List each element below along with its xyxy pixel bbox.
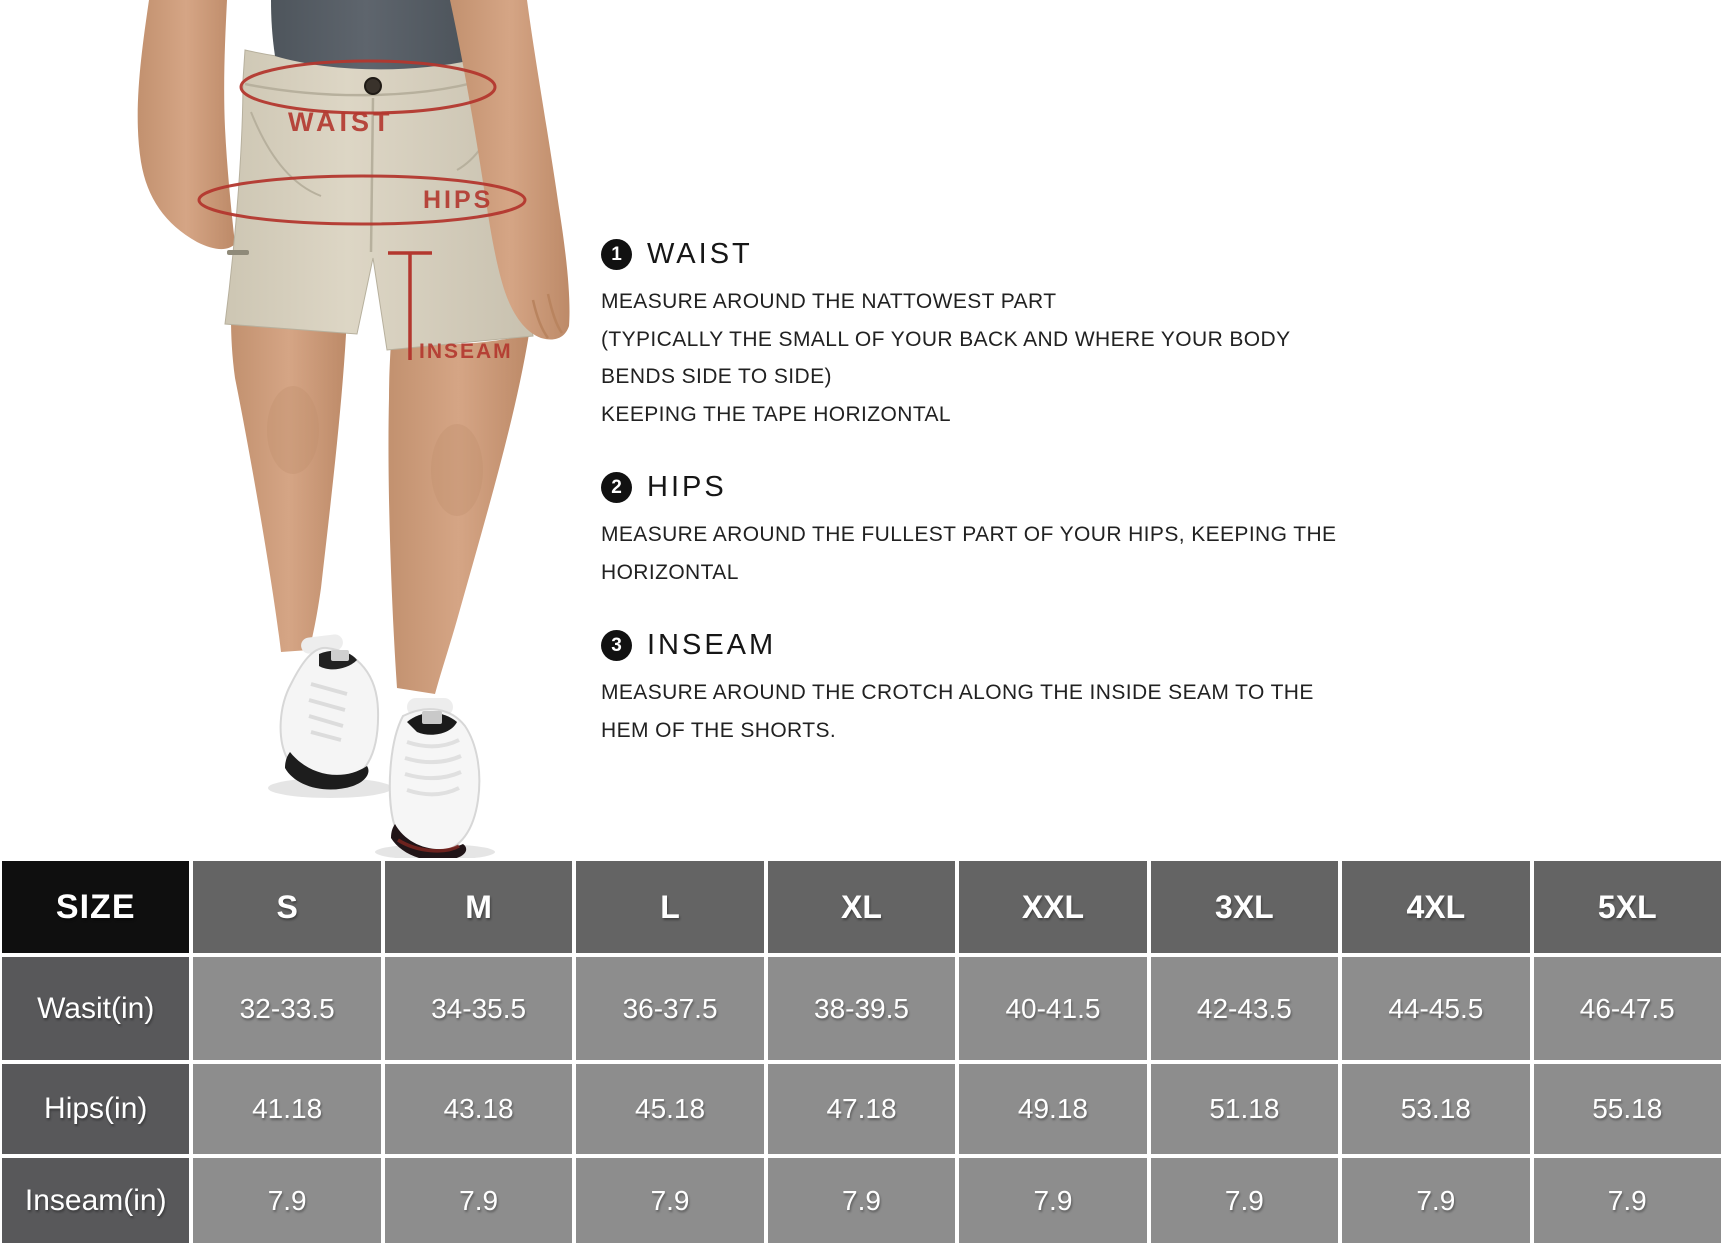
column-header-4xl: 4XL [1342, 861, 1529, 953]
column-header-xl: XL [768, 861, 955, 953]
size-value-r2-c4: 7.9 [959, 1158, 1146, 1243]
size-value-r0-c1: 34-35.5 [385, 957, 572, 1060]
instruction-line: BENDS SIDE TO SIDE) [601, 365, 832, 388]
instruction-section-inseam [601, 629, 1401, 749]
size-value-r0-c4: 40-41.5 [959, 957, 1146, 1060]
instruction-line: KEEPING THE TAPE HORIZONTAL [601, 402, 951, 426]
instruction-heading [601, 238, 1401, 271]
column-header-s: S [193, 861, 380, 953]
size-value-r1-c1: 43.18 [385, 1064, 572, 1154]
size-value-r1-c3: 47.18 [768, 1064, 955, 1154]
instruction-line: MEASURE AROUND THE CROTCH ALONG THE INSIDE SEAM TO THE [601, 681, 1314, 704]
size-value-r0-c3: 38-39.5 [768, 957, 955, 1060]
hips-figure-label: HIPS [423, 186, 494, 214]
knee-shading [431, 424, 483, 516]
size-value-r1-c6: 53.18 [1342, 1064, 1529, 1154]
instruction-line: HEM OF THE SHORTS. [601, 718, 837, 742]
size-value-r0-c5: 42-43.5 [1151, 957, 1338, 1060]
size-value-r2-c3: 7.9 [768, 1158, 955, 1243]
model-photo [85, 0, 585, 858]
instruction-line: MEASURE AROUND THE NATTOWEST PART [601, 290, 1057, 313]
instruction-heading [601, 471, 1401, 504]
inseam-figure-label: INSEAM [419, 340, 513, 363]
size-value-r1-c0: 41.18 [193, 1064, 380, 1154]
shorts-button [365, 78, 381, 94]
zip-pocket [227, 250, 249, 255]
size-table [0, 858, 1723, 1246]
instruction-title-waist: WAIST [647, 238, 753, 270]
row-label-hipsin: Hips(in) [2, 1064, 189, 1154]
size-value-r0-c6: 44-45.5 [1342, 957, 1529, 1060]
model-shirt [271, 0, 483, 69]
row-label-wasitin: Wasit(in) [2, 957, 189, 1060]
instruction-title-inseam: INSEAM [647, 629, 777, 661]
size-value-r2-c0: 7.9 [193, 1158, 380, 1243]
sneaker-left [281, 648, 378, 790]
bullet-number-1: 1 [601, 239, 632, 270]
size-value-r2-c5: 7.9 [1151, 1158, 1338, 1243]
size-value-r2-c7: 7.9 [1534, 1158, 1721, 1243]
size-value-r0-c2: 36-37.5 [576, 957, 763, 1060]
column-header-3xl: 3XL [1151, 861, 1338, 953]
size-value-r1-c7: 55.18 [1534, 1064, 1721, 1154]
instruction-line: (TYPICALLY THE SMALL OF YOUR BACK AND WHERE YOUR BODY [601, 327, 1291, 351]
instruction-heading [601, 629, 1401, 662]
size-value-r0-c7: 46-47.5 [1534, 957, 1721, 1060]
column-header-l: L [576, 861, 763, 953]
size-value-r1-c2: 45.18 [576, 1064, 763, 1154]
size-value-r1-c4: 49.18 [959, 1064, 1146, 1154]
instruction-section-hips [601, 471, 1401, 591]
row-label-inseamin: Inseam(in) [2, 1158, 189, 1243]
column-header-5xl: 5XL [1534, 861, 1721, 953]
measuring-instructions [601, 238, 1401, 787]
instruction-line: MEASURE AROUND THE FULLEST PART OF YOUR HIPS, KEEPING THE [601, 523, 1337, 546]
size-value-r2-c6: 7.9 [1342, 1158, 1529, 1243]
size-value-r1-c5: 51.18 [1151, 1064, 1338, 1154]
column-header-m: M [385, 861, 572, 953]
sneaker-right [390, 709, 480, 858]
size-value-r0-c0: 32-33.5 [193, 957, 380, 1060]
instruction-line: HORIZONTAL [601, 560, 739, 584]
figure-illustration [85, 0, 585, 858]
column-header-xxl: XXL [959, 861, 1146, 953]
bullet-number-2: 2 [601, 472, 632, 503]
model-leg-left [231, 316, 347, 652]
size-corner-header: SIZE [2, 861, 189, 953]
bullet-number-3: 3 [601, 630, 632, 661]
waist-figure-label: WAIST [288, 107, 394, 137]
size-value-r2-c2: 7.9 [576, 1158, 763, 1243]
instruction-section-waist [601, 238, 1401, 433]
instruction-title-hips: HIPS [647, 471, 727, 503]
size-value-r2-c1: 7.9 [385, 1158, 572, 1243]
knee-shading [267, 386, 319, 474]
